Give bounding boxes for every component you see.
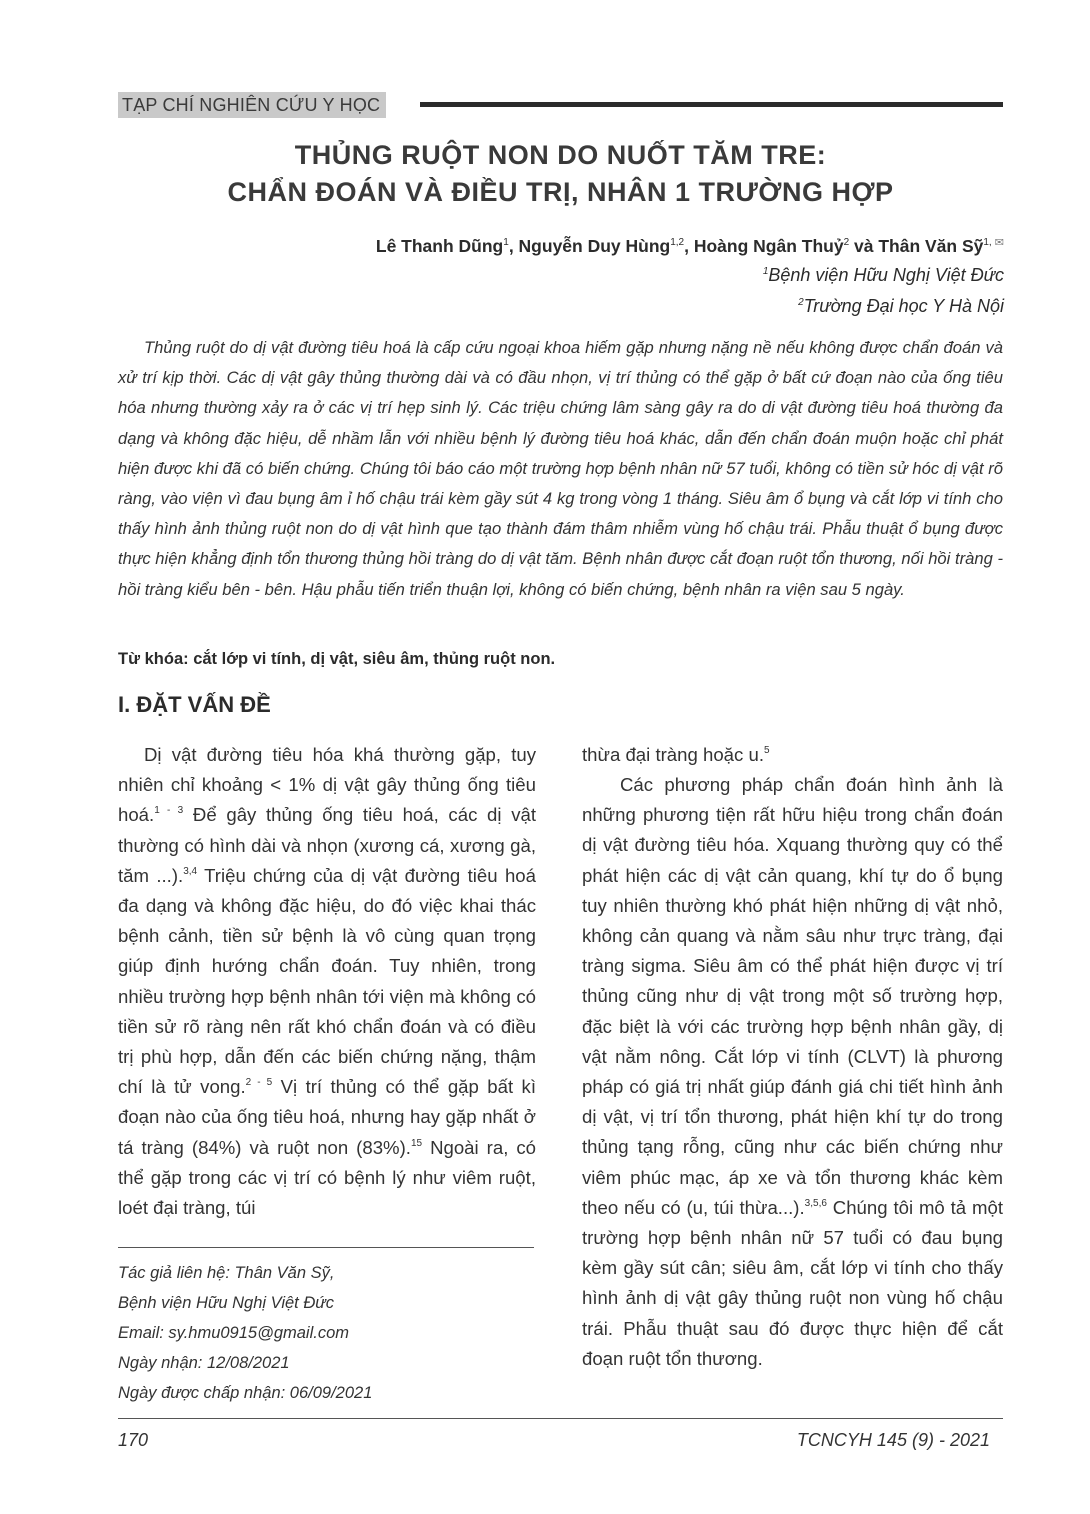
body-right-column-continuation [582, 740, 1003, 770]
author-affiliation-mark: 1 [503, 237, 509, 248]
affiliation-name: Bệnh viện Hữu Nghị Việt Đức [768, 265, 1004, 285]
citation-reference: 3,4 [183, 865, 198, 877]
author-list: Lê Thanh Dũng$^1$, Nguyễn Duy Hùng$^{1,2}$, Hoàng Ngân Thuỷ$^2$ và Thân Văn Sỹ$^{1,}$ ✉ [375, 236, 1004, 256]
body-left-column [118, 740, 536, 1223]
footnote-corresponding-author: Tác giả liên hệ: Thân Văn Sỹ, [118, 1264, 335, 1282]
body-text: Dị vật đường tiêu hóa khá thường gặp, tuy nhiên chỉ khoảng < 1% dị vật gây thủng ống tiêu hoá. [118, 744, 536, 826]
affiliation-number: 1 [762, 266, 769, 277]
author-name: Thân Văn Sỹ [878, 236, 984, 256]
affiliation-2 [798, 296, 1004, 317]
page-number: 170 [118, 1430, 149, 1450]
article-title-line-1: THỦNG RUỘT NON DO NUỐT TĂM TRE: [294, 140, 827, 170]
author-affiliation-mark: 1,2 [670, 237, 685, 248]
body-text: Các phương pháp chẩn đoán hình ảnh là những phương tiện rất hữu hiệu trong chẩn đoán dị vật đường tiêu hóa. Xquang thường quy có thể phát hiện các dị vật cản quang, khí tự do ổ bụng tuy nhiên thường khó phát hiện những dị vật nhỏ, không cản quang và nằm sâu như trực tràng, đại tràng sigma. Siêu âm có thể phát hiện được vị trí thủng cũng như dị vật trong một số trường hợp, đặc biệt là với các trường hợp bệnh nhân gầy, dị vật nằm nông. Cắt lớp vi tính (CLVT) là phương pháp có giá trị nhất giúp đánh giá chi tiết hình ảnh dị vật, vị trí tổn thương, phát hiện khí tự do trong thủng tạng rỗng, cũng như các biến chứng như viêm phúc mạc, áp xe và tổn thương khác kèm theo nếu có (u, túi thừa...). [582, 774, 1003, 1218]
footnote-received-date: Ngày nhận: 12/08/2021 [118, 1354, 290, 1372]
author-name: Lê Thanh Dũng [375, 236, 504, 256]
keywords: Từ khóa: cắt lớp vi tính, dị vật, siêu âm, thủng ruột non. [118, 650, 556, 668]
body-right-column-paragraph [582, 770, 1003, 1374]
abstract: Thủng ruột do dị vật đường tiêu hoá là cấp cứu ngoại khoa hiếm gặp nhưng nặng nề nếu không được chẩn đoán và xử trí kịp thời. Các dị vật gây thủng thường dài và có đầu nhọn, vị trí thủng có thể gặp ở bất cứ đoạn nào của ống tiêu hóa nhưng thường xảy ra ở các vị trí hẹp sinh lý. Các triệu chứng lâm sàng gây ra do di vật đường tiêu hoá thường đa dạng và không đặc hiệu, dễ nhầm lẫn với nhiều bệnh lý đường tiêu hoá khác, dẫn đến chẩn đoán muộn hoặc chỉ phát hiện được khi đã có biến chứng. Chúng tôi báo cáo một trường hợp bệnh nhân nữ 57 tuổi, không có tiền sử hóc dị vật rõ ràng, vào viện vì đau bụng âm ỉ hố chậu trái kèm gầy sút 4 kg trong vòng 1 tháng. Siêu âm ổ bụng và cắt lớp vi tính cho thấy hình ảnh thủng ruột non do dị vật hình que tạo thành đám thâm nhiễm vùng hố chậu trái. Phẫu thuật ổ bụng được thực hiện khẳng định tổn thương thủng hồi tràng do dị vật tăm. Bệnh nhân được cắt đoạn ruột tổn thương, nối hồi tràng - hồi tràng kiểu bên - bên. Hậu phẫu tiến triển thuận lợi, không có biến chứng, bệnh nhân ra viện sau 5 ngày. [118, 338, 1003, 599]
body-text: Vị trí thủng có thể gặp bất kì đoạn nào của ống tiêu hoá, nhưng hay gặp nhất ở tá tràng (84%) và ruột non (83%). [118, 1076, 536, 1158]
affiliation-1 [763, 265, 1004, 286]
envelope-icon: ✉ [991, 237, 1004, 249]
body-text: Để gây thủng ống tiêu hoá, các dị vật thường có hình dài và nhọn (xương cá, xương gà, tăm ...). [118, 804, 536, 886]
citation-reference: 3,5,6 [804, 1197, 827, 1209]
author-name: Nguyễn Duy Hùng [518, 236, 671, 256]
footnote-divider [118, 1247, 534, 1248]
citation-reference: 5 [763, 745, 770, 756]
body-text: Triệu chứng của dị vật đường tiêu hoá đa dạng và không đặc hiệu, do đó việc khai thác bệnh cảnh, tiền sử bệnh là vô cùng quan trọng giúp định hướng chẩn đoán. Tuy nhiên, trong nhiều trường hợp bệnh nhân tới viện mà không có tiền sử rõ ràng nên rất khó chẩn đoán và có điều trị phù hợp, dẫn đến các biến chứng nặng, thậm chí là tử vong. [118, 864, 536, 1098]
footnote-institution: Bệnh viện Hữu Nghị Việt Đức [118, 1294, 334, 1312]
body-text: Ngoài ra, có thể gặp trong các vị trí có bệnh lý như viêm ruột, loét đại tràng, túi [118, 1136, 536, 1219]
author-name: Hoàng Ngân Thuỷ [693, 236, 844, 256]
journal-issue: TCNCYH 145 (9) - 2021 [796, 1430, 990, 1450]
footer-rule [118, 1418, 1003, 1419]
body-text: thừa đại tràng hoặc u. [582, 744, 764, 765]
affiliation-name: Trường Đại học Y Hà Nội [803, 296, 1004, 316]
body-text: Chúng tôi mô tả một trường hợp bệnh nhân nữ 57 tuổi có đau bụng kèm gầy sút cân; siêu âm, cắt lớp vi tính cho thấy hình ảnh dị vật gây thủng ruột non vùng hố chậu trái. Phẫu thuật sau đó được thực hiện để cắt đoạn ruột tổn thương. [582, 1196, 1004, 1369]
article-title-line-2: CHẨN ĐOÁN VÀ ĐIỀU TRỊ, NHÂN 1 TRƯỜNG HỢP [227, 177, 894, 207]
header-rule [420, 102, 1003, 107]
journal-name-label: TẠP CHÍ NGHIÊN CỨU Y HỌC [118, 92, 386, 118]
footnote-accepted-date: Ngày được chấp nhận: 06/09/2021 [118, 1384, 373, 1402]
citation-reference: 1 - 3 [154, 805, 184, 817]
affiliation-number: 2 [798, 297, 804, 308]
footnote-email: Email: sy.hmu0915@gmail.com [118, 1324, 350, 1342]
author-affiliation-mark: 1, [983, 237, 992, 248]
section-heading: I. ĐẶT VẤN ĐỀ [118, 692, 271, 717]
author-affiliation-mark: 2 [843, 237, 850, 248]
citation-reference: 15 [410, 1137, 423, 1149]
citation-reference: 2 - 5 [245, 1077, 273, 1089]
